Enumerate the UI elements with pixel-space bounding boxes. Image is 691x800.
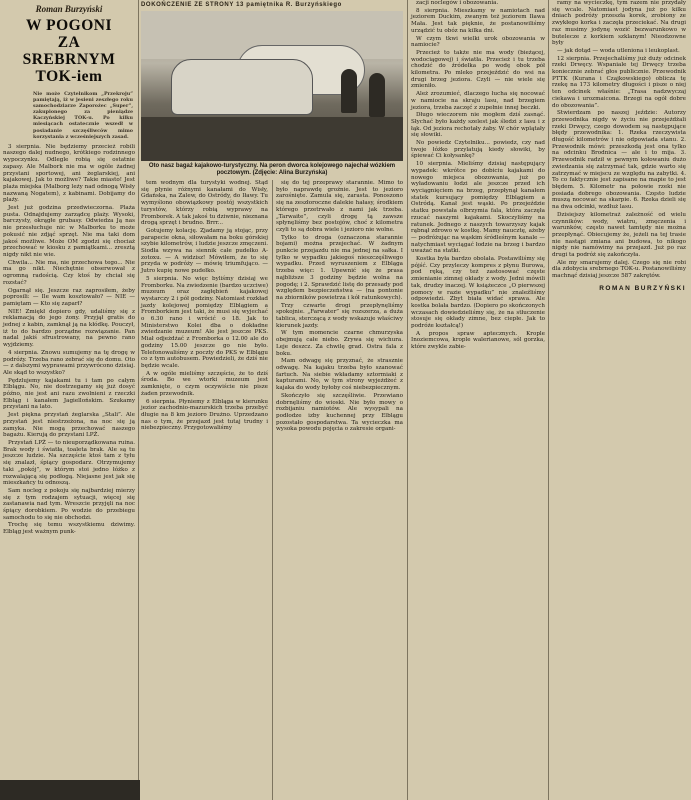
paragraph: Jest już godzina przedwieczorna. Plaża pusta. Odnajdujemy zarządcę plaży. Wysoki, barczysty, okrągłe grubasy. Odwiedza Ją nas nie przesłuchuje nic w Malborku to może pokusić nie zdjąć sprzęt. Nie ma taki dom jakoś możliwe. Może OM zgodzi się chociaż przechować w kiosku z pamiątkami... zresztą nigdy nikt nie wie. [3, 205, 135, 258]
paragraph: Trzy czwarte drogi przepłynęliśmy spokojnie. „Farwater” się rozszerza, a duża tablica, sterczącą z wody wskazuje właściwy kierunek jazdy. [276, 302, 403, 329]
paragraph: Ależ zrozumieć, dlaczego łucha się nocować w namiocie na skraju lasu, nad brzegiem jeziora, trzeba zaczęć z zupełnie innej beczki. [411, 91, 545, 111]
column-body [3, 144, 135, 536]
paragraph: 8 sierpnia. Mieszkamy w namiotach nad jeziorem Duckim, zwanym też jeziorem Iława Mała. Jest tak pięknie, że postanowiliśmy urządzić tu obóz na kilka dni. [411, 7, 545, 34]
article-lead: Nie może Czytelnikom „Przekroju” pamiętają, iż w jesieni zeszłego roku samochodziarze Zaporożec „Super”, zakupionego za pieniądze Kaczyńskiej TOK‑u. Po kilku miesiącach ostatecznie wszedł w posiadanie szczęśliwców mimo korzystania z wcześniejszych zasad. [33, 91, 133, 140]
paragraph: 12 sierpnia. Przejechaliśmy już duży odcinek rzeki Drwęcy. Wspaniale tej Drwęcy trzeba koniecznie zebrać głos publicznie. Przewodnik PTTK (Kurana i Czajkowskiego) oblicza tę rzekę na 173 kilometry długości i pisze o niej ten odcinek właśnie: „Trasa nadzwyczaj ciekawa i urozmaicona. Brzegi na ogół dobre do obozowania”. [552, 55, 686, 109]
photo-person [341, 69, 357, 113]
paragraph: 3 sierpnia. Nie będziemy przecież robili naszego dalej nudnego, krótkiego rodzinnego wypoczynku. Odlegle robią się ostatnie zapasy. Ale Malbork nie ma w ogóle żadnej przystani sportowej, ani żeglarskiej, ani kajakowej. Jak to możliwe? Takie miasto! Jest plaża miejska (Malborg leży nad odnogą Wisły nazwaną Nogatem), z kabinami. Dobijamy do plaży. [3, 143, 135, 204]
photo-kayak [171, 59, 313, 115]
paragraph: Mam odwagę się przyznać, że strasznie odwagę. Na kajaku trzeba było szanować fartuch. Na siebie wkładamy sztormiaki z kapturami. No, w tym strony wyjeżdżeć z kajaka do wody byłoby coś niebezpiecznym. [276, 358, 403, 392]
page-edge-shadow [0, 780, 140, 800]
paragraph: A w ogóle mieliśmy szczęście, że to dziś środa. Bo we wtorki muzeum jest zamknięte, o czym oczywiście nie pisze żaden przewodnik. [141, 370, 268, 397]
paragraph: Przystań LPŻ — to nieuporządkowana ruina. Brak wody i światła, toaleta brak. Ale są tu jeszcze ludzie. Na szczęście ktoś tam z tyłu się znalazł, śpiący gospodarz. Otrzymujemy taki „pokój”, w którym stoi jedno łóżko z rozwalającą się podłogą. Niejasne jest jak się mieszkańcy tu odnoszą. [3, 439, 135, 487]
paragraph: 10 sierpnia. Mieliśmy dzisiaj następujący wypadek: wkrótce po dobiciu kajakami do nowego miejsca obozowania, już po wyładowaniu łodzi ale jeszcze przed ich wyciągnięciem na brzeg, przepłynął kanałem statek kursujący pomiędzy Elblągiem a Ostródą. Kanał jest wąski. Po przejeździe statku powstała olbrzymia fala, która zaczęła rzucać naszymi kajakami. Skoczyliśmy na ratunek. Jednego z naszych towarzyszy kajak rąbnął zdrowo w kostkę. Mamy naucztę, ażeby — podróżując na wąskim śródleśnym kanale — natychmiast wyciągać łodzie na brzeg i bardzo uważać na statki. [411, 161, 545, 255]
paragraph: Pędzlujemy kajakami tu i tam po całym Elblągu. No, nie dostrzegamy się już dosyć późno, nie jest ani razu zwolnieni z rzeczki Elbląg i kanałem Jagiellońskim. Szukamy przystani na lato. [3, 377, 135, 411]
title-line: TOK-iem [35, 68, 103, 85]
paragraph: Trochę się temu wszystkiemu dziwimy. Elbląg jest ważnym punk- [3, 522, 135, 536]
column-divider [407, 0, 408, 800]
paragraph: NIE! Zmiękł dopiero gdy, udaliśmy się z reklamacją do jego żony. Przyjął gratis do jednej z kabin, zamknął ją na kłódkę. Pouczył, iż to do bardzo porządne rozwiązanie. Pan nadal jakiś sfrustrowany, na pewno rano wyjdziemy. [3, 308, 135, 349]
title-line: SREBRNYM [22, 51, 116, 68]
paragraph: się do tej przeprawy starannie. Mimo to było naprawdę groźnie. Jest to jezioro zarośnięte. Zamula się, zarasta. Ponoszono się na zeszłoroczne dalekie hałasy, środkiem którego przetrwało z nami jak trzeba. „Tarwaite”, czyli drogę tą zawsze spłynęliśmy bez postojów, choć z kilometra czyli to są dobra wiele i jezioro nie wolne. [276, 180, 403, 233]
paragraph: tem wodnym dla turystyki wodnej. Stąd się płynie różnymi kanałami do Wisły, Gdańska, na Zalew, do Ostródy, do Iławy. Tu wymyślono obowiązkowy postój wszystkich turystów, którzy robią wyprawy na Fromborek. A tak jakoś tu dziwnie, nieznana drogą sprzęt i brudno. Brrr... [141, 180, 268, 227]
article-byline: Roman Burzyński [35, 4, 103, 14]
article-photo [141, 11, 403, 161]
photo-caption: Oto nasz bagaż kajakowo-turystyczny. Na peron dworca kolejowego najechał wózkiem pocztowym. (Zdjęcie: Alina Burzyńska) [148, 163, 396, 177]
article-column-5 [552, 0, 686, 293]
paragraph: Gotujemy kolację. Zjadamy ją stojąc, przy parapecie okna, siłowałam na boku górskiej szybie kilometrów, i ludzie jeszcze zmęczeni. Siodła wzywa na siennik całe pudełko A-zotoxu. — A widzisz! Mówiłem, że to się przyda w podróży — mówię triumfująco. — Jutro kupię nowe pudełko. [141, 227, 268, 275]
paragraph: — jak dotąd — woda utleniona i leukoplast. [557, 47, 680, 54]
paragraph: Ale my smarujemy dalej. Czego się nie robi dla zdobycia srebrnego TOK‑u. Postanowiliśmy machnąć dzisiaj jeszcze 587 zakrętów. [552, 259, 686, 280]
paragraph: 6 sierpnia. Płyniemy z Elbląga w kierunku jezior zachodnio-mazurskich trzeba przebyć długie na 8 km jezioro Drużno. Uprzedzano nas o tym, że przejazd jest tutaj trudny i niebezpieczny. Przygotowaliśmy [141, 398, 268, 432]
paragraph: No powiedz Czytelniku... powiedz, czy nad twoje łóżko przylatują kiedy słowiki, by śpiewać Ci kołysankę? [411, 140, 545, 160]
continuation-header: DOKOŃCZENIE ZE STRONY 13 pamiętnika R. Burzyńskiego [141, 2, 342, 8]
column-divider [272, 180, 273, 800]
paragraph: Długo wieczorem nie mogłem dziś zasnąć. Słychać było każdy szelest jak śledzi z lasu i z łąk. Od jeziora rechotały żaby. W chór wplątały się słowiki. [411, 112, 545, 139]
title-line: W POGONI [26, 17, 112, 34]
article-column-4 [411, 0, 545, 352]
paragraph: Ogarnął się. Jeszcze raz zaprosiłem, żeby poprosili: — Ile wam kosztowało? — NIE — pamiętam — Kto się zaparł? [3, 287, 135, 307]
article-signature: ROMAN BURZYŃSKI [599, 284, 686, 292]
column-divider [548, 0, 549, 800]
article-column-2 [141, 180, 268, 433]
paragraph: Tylko to droga (oznaczona starannie bojami) można przejechać. W żadnym punkcie przejazdu nie ma jednej na sałka. I tylko w wypadku jakiegoś nieszczęśliwego wypadku. Przed wyruszeniem z Elbląga trzeba więc: 1. Upewnić się że prasa najbliższe 3 godziny będzie wolna na pogodę; i 2. Sprawdzić listę do przesady pod względem bezpieczeństwa — (na pontonie na zbiorników powietrza i kół ratunkowych). [276, 234, 403, 301]
photo-ground [141, 117, 403, 161]
article-column-1 [3, 0, 135, 537]
paragraph: Skończyło się szczęśliwie. Przewiano dobrnęliśmy do wioski. Nie było mowy o rozbijaniu namiotów. Ale wysypali na podłodze izby kuchennej przy Elblągu pozostało gospodarstwa. Ta wycieczka ma wysoka powodu pojęcia o zakresie organi- [276, 392, 403, 433]
paragraph: Chwila... Nie ma, nie przechowa tego... Nie ma go nikt. Niechętnie obserwował z ogromną radością. Czy ktoś by chciał się rozstać? [3, 259, 135, 286]
paragraph: Sam nocleg z pokoju się najbardziej mierzy się z tym rodzajem sytuacji, więcej się zastanawia nad tym. Wreszcie przyjęli na noc śpiący dorobkiem. Po wodzie do przebiegu samochodu to się nie obchodzi. [3, 487, 135, 521]
paragraph: zacji noclegów i obozowania. [416, 0, 499, 6]
column-divider [138, 0, 139, 800]
photo-person [369, 73, 385, 117]
article-title [3, 17, 135, 85]
paragraph: ramy na wycieczkę, tym razem nie przydały się wcale. Natomiast jodyna już po kilku dniach podróży przeszła korek, zrobiony ze zwykłego korka i zaczęła przeciekać. Na drugi raz musimy jodynę wozić bezwarunkowo w butelecze z korkiem szklanym! Nieodzowne były [552, 0, 686, 47]
column-body [552, 0, 686, 280]
paragraph: 5 sierpnia. No więc byliśmy dzisiaj we Fromborku. Na zwiedzenie (bardzo uczciwe) muzeum oraz zagłębień kajakowej wystarczy 2 i pół godziny. Natomiast rozkład jazdy kolejowej pomiędzy Elblągiem a Fromborkiem jest taki, że musi się wyjechać o 6.30 rano i wrócić o 18. Jak to Ministerstwo Kolei dba o dokładne zwiedzanie muzeum! Ale jest jeszcze PKS. Miał odjeżdżać z Fromborka o 12.00 ale do godziny 15.00 jeszcze go nie było. Telefonowaliśmy z poczty do PKS w Elblągu co z tym autobusem. Powiedzieli, że dziś nie będzie wcale. [141, 275, 268, 369]
paragraph: Dzisiejszy kilometraż zależność od wielu czynników: wody, wiatru, zmęczenia i warunków, często nawet tamtędy nie można przepłynąć. Obiecujemy że, jeżeli na tej trasie nie nastąpi zmiana ani budowa, to nikogo nigdy nie namówimy na przejazd. Już po raz drugi ta podróż się zakończyła. [552, 211, 686, 259]
article-column-3 [276, 180, 403, 434]
paragraph: W tym momencie czarne chmurzyska obejmują całe niebo. Zrywa się wichura. Leje deszcz. Za chwilę grad. Ostra fala z boku. [276, 330, 403, 357]
paragraph: Jest piękna przystań żeglarska „Stali”. Ale przystań jest niestrzeżona, na noc się ją zamyka. Nie mogą przechować naszego bagażu. Kierują do przystani LPŻ. [3, 412, 135, 439]
paragraph: 4 sierpnia. Znowu sumujemy na tę drogę w podróży. Trzeba rano zebrać się do domu. Oto — z dalszymi wyprawami przywrócono dzisiaj. Ale skąd to wszystko? [3, 349, 135, 376]
paragraph: W czym tkwi wielki urok obozowania w namiocie? [411, 35, 545, 49]
paragraph: Przecież to także nie ma wody (bieżącej, wodociągowej) i światła. Przecież i tu trzeba chodzić do źródełka po wodę obok pół kilometra. Po mleko przejeździć do wsi na drugi brzeg jeziora. Czyli — nie wiele się zmieniło. [411, 49, 545, 90]
paragraph: Kostka była bardzo obolała. Postawiliśmy się pójść. Czy przyleczy kompres z płynu Burowa, pod ręką, czy też zastosować częste zmienianie zimnej okłady z wody. Jedni mówili tak, drudzy inaczej. W książeczce „O pierwszej pomocy w razie wypadku” nie znaleźliśmy odpowiedzi. Zbyt biała widać sprawa. Ale kostka bolała bardzo. (Dopiero po skończonych wczasach dowiedzieliśmy się, że na stłuczenie stosuje się okłady zimne, bez ciepłe. Jak to podróże kształcą!) [411, 256, 545, 330]
title-line: ZA [57, 34, 81, 51]
paragraph: Stwierdzam po naszej jeździe: Autorzy przewodnika nigdy w życiu nie przejeżdżali rzeki Drwęcy, czego dowodem są następujące błędy przewodnika: 1. Rzeka rzeczywista długość kilometrów i nie odpowiada stanu. 2. Przewodnik mówi: przeszkodą jest ona tylko na odcinku Brodnica — ale i to mija. 3. Przewodnik radził w pewnym kołowaniu dużo zwiedzania się zatrzymać tak, gdzie warto się zatrzymać w miejscu ze względu na zabytki. 4. To co faktycznie jest zapisane na mapie to jest błędem. 5. Kilometr na połowie rzeki nie posiada dobrego obozowania. Często ludzie muszą nocować na skarpie. 6. Rzeka dzieli się na dwa odcinki, wzdłuż lasu. [552, 110, 686, 211]
paragraph: A propos spraw aptecznych. Krople Inoziemcowa, krople walerianowe, sól gorzka, które zwykle zabie- [411, 330, 545, 351]
